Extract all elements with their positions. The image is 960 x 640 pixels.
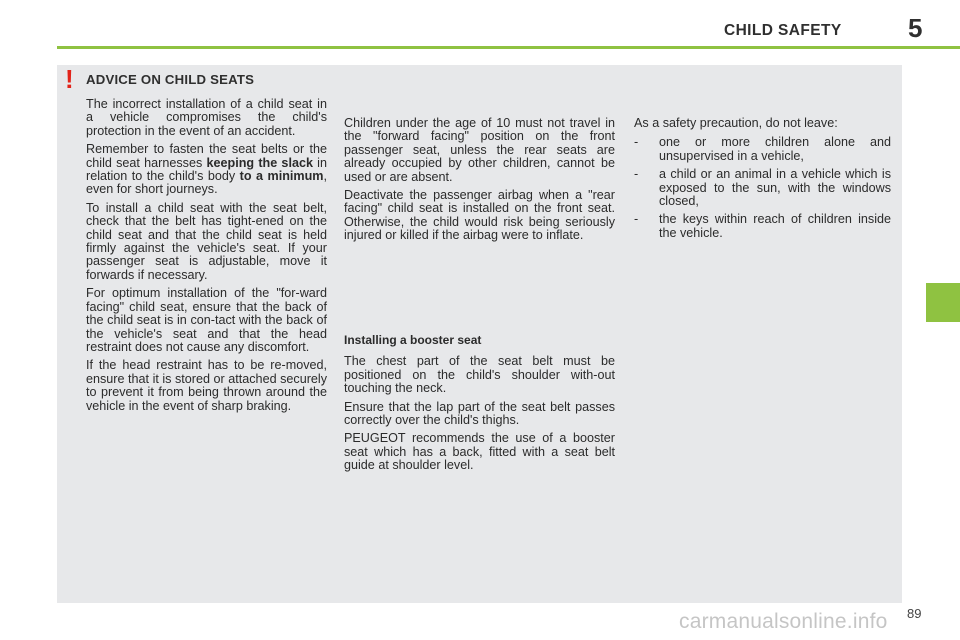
chapter-number: 5 — [908, 13, 923, 43]
page-number: 89 — [907, 606, 922, 621]
emphasis-keeping-slack: keeping the slack — [206, 155, 313, 170]
paragraph-deactivate-airbag: Deactivate the passenger airbag when a "rear facing" child seat is installed on the front seat. Otherwise, the child would risk being seriously injured or killed if the airbag were to inflate. — [344, 188, 615, 243]
safety-precaution-intro: As a safety precaution, do not leave: — [634, 116, 838, 130]
column-left — [86, 98, 327, 418]
list-item-text: the keys within reach of children inside the vehicle. — [659, 212, 891, 240]
column-middle-top — [344, 117, 615, 248]
list-item — [634, 213, 891, 240]
paragraph-peugeot-recommends: PEUGEOT recommends the use of a booster seat which has a back, fitted with a seat belt guide at shoulder level. — [344, 431, 615, 473]
paragraph-children-under-10: Children under the age of 10 must not travel in the "forward facing" position on the front passenger seat, unless the rear seats are already occupied by other children, cannot be used or are absent. — [344, 116, 615, 184]
booster-seat-heading: Installing a booster seat — [344, 333, 482, 347]
column-right — [634, 117, 891, 245]
list-item-text: one or more children alone and unsupervised in a vehicle, — [659, 135, 891, 163]
paragraph-fasten-belts — [86, 143, 327, 197]
header-rule — [57, 46, 960, 49]
list-item — [634, 168, 891, 208]
warning-exclamation-icon: ! — [65, 64, 74, 94]
section-title: ADVICE ON CHILD SEATS — [86, 72, 255, 87]
paragraph-incorrect-installation: The incorrect installation of a child seat in a vehicle compromises the child's protection in the event of an accident. — [86, 97, 327, 138]
column-middle-booster — [344, 334, 615, 478]
emphasis-minimum: to a minimum — [239, 169, 324, 184]
list-item-text: a child or an animal in a vehicle which is exposed to the sun, with the windows closed, — [659, 167, 891, 209]
chapter-side-tab — [926, 283, 960, 322]
paragraph-chest-belt: The chest part of the seat belt must be positioned on the child's shoulder with-out touching the neck. — [344, 354, 615, 396]
text-segment: , even for short journeys. — [86, 169, 327, 197]
chapter-title: CHILD SAFETY — [724, 22, 842, 39]
text-segment: in relation to the child's body — [86, 155, 327, 184]
paragraph-forward-facing: For optimum installation of the "for-ward facing" child seat, ensure that the back of the child seat is in con-tact with the back of the vehicle's seat and that the head restraint does not cause any discomfort. — [86, 286, 327, 354]
list-item — [634, 136, 891, 163]
text-segment: Remember to fasten the seat belts or the child seat harnesses — [86, 142, 327, 170]
watermark-text: carmanualsonline.info — [679, 610, 888, 633]
paragraph-head-restraint: If the head restraint has to be re-moved, ensure that it is stored or attached securely to prevent it from being thrown around the vehicle in the event of sharp braking. — [86, 358, 327, 413]
paragraph-lap-belt: Ensure that the lap part of the seat belt passes correctly over the child's thighs. — [344, 399, 615, 428]
paragraph-install-with-belt: To install a child seat with the seat belt, check that the belt has tight-ened on the child seat and that the child seat is held firmly against the vehicle's seat. If your passenger seat is adjustable, move it forwards if necessary. — [86, 200, 327, 282]
list-dash: - — [634, 135, 639, 150]
list-dash: - — [634, 167, 639, 182]
list-dash: - — [634, 212, 639, 227]
